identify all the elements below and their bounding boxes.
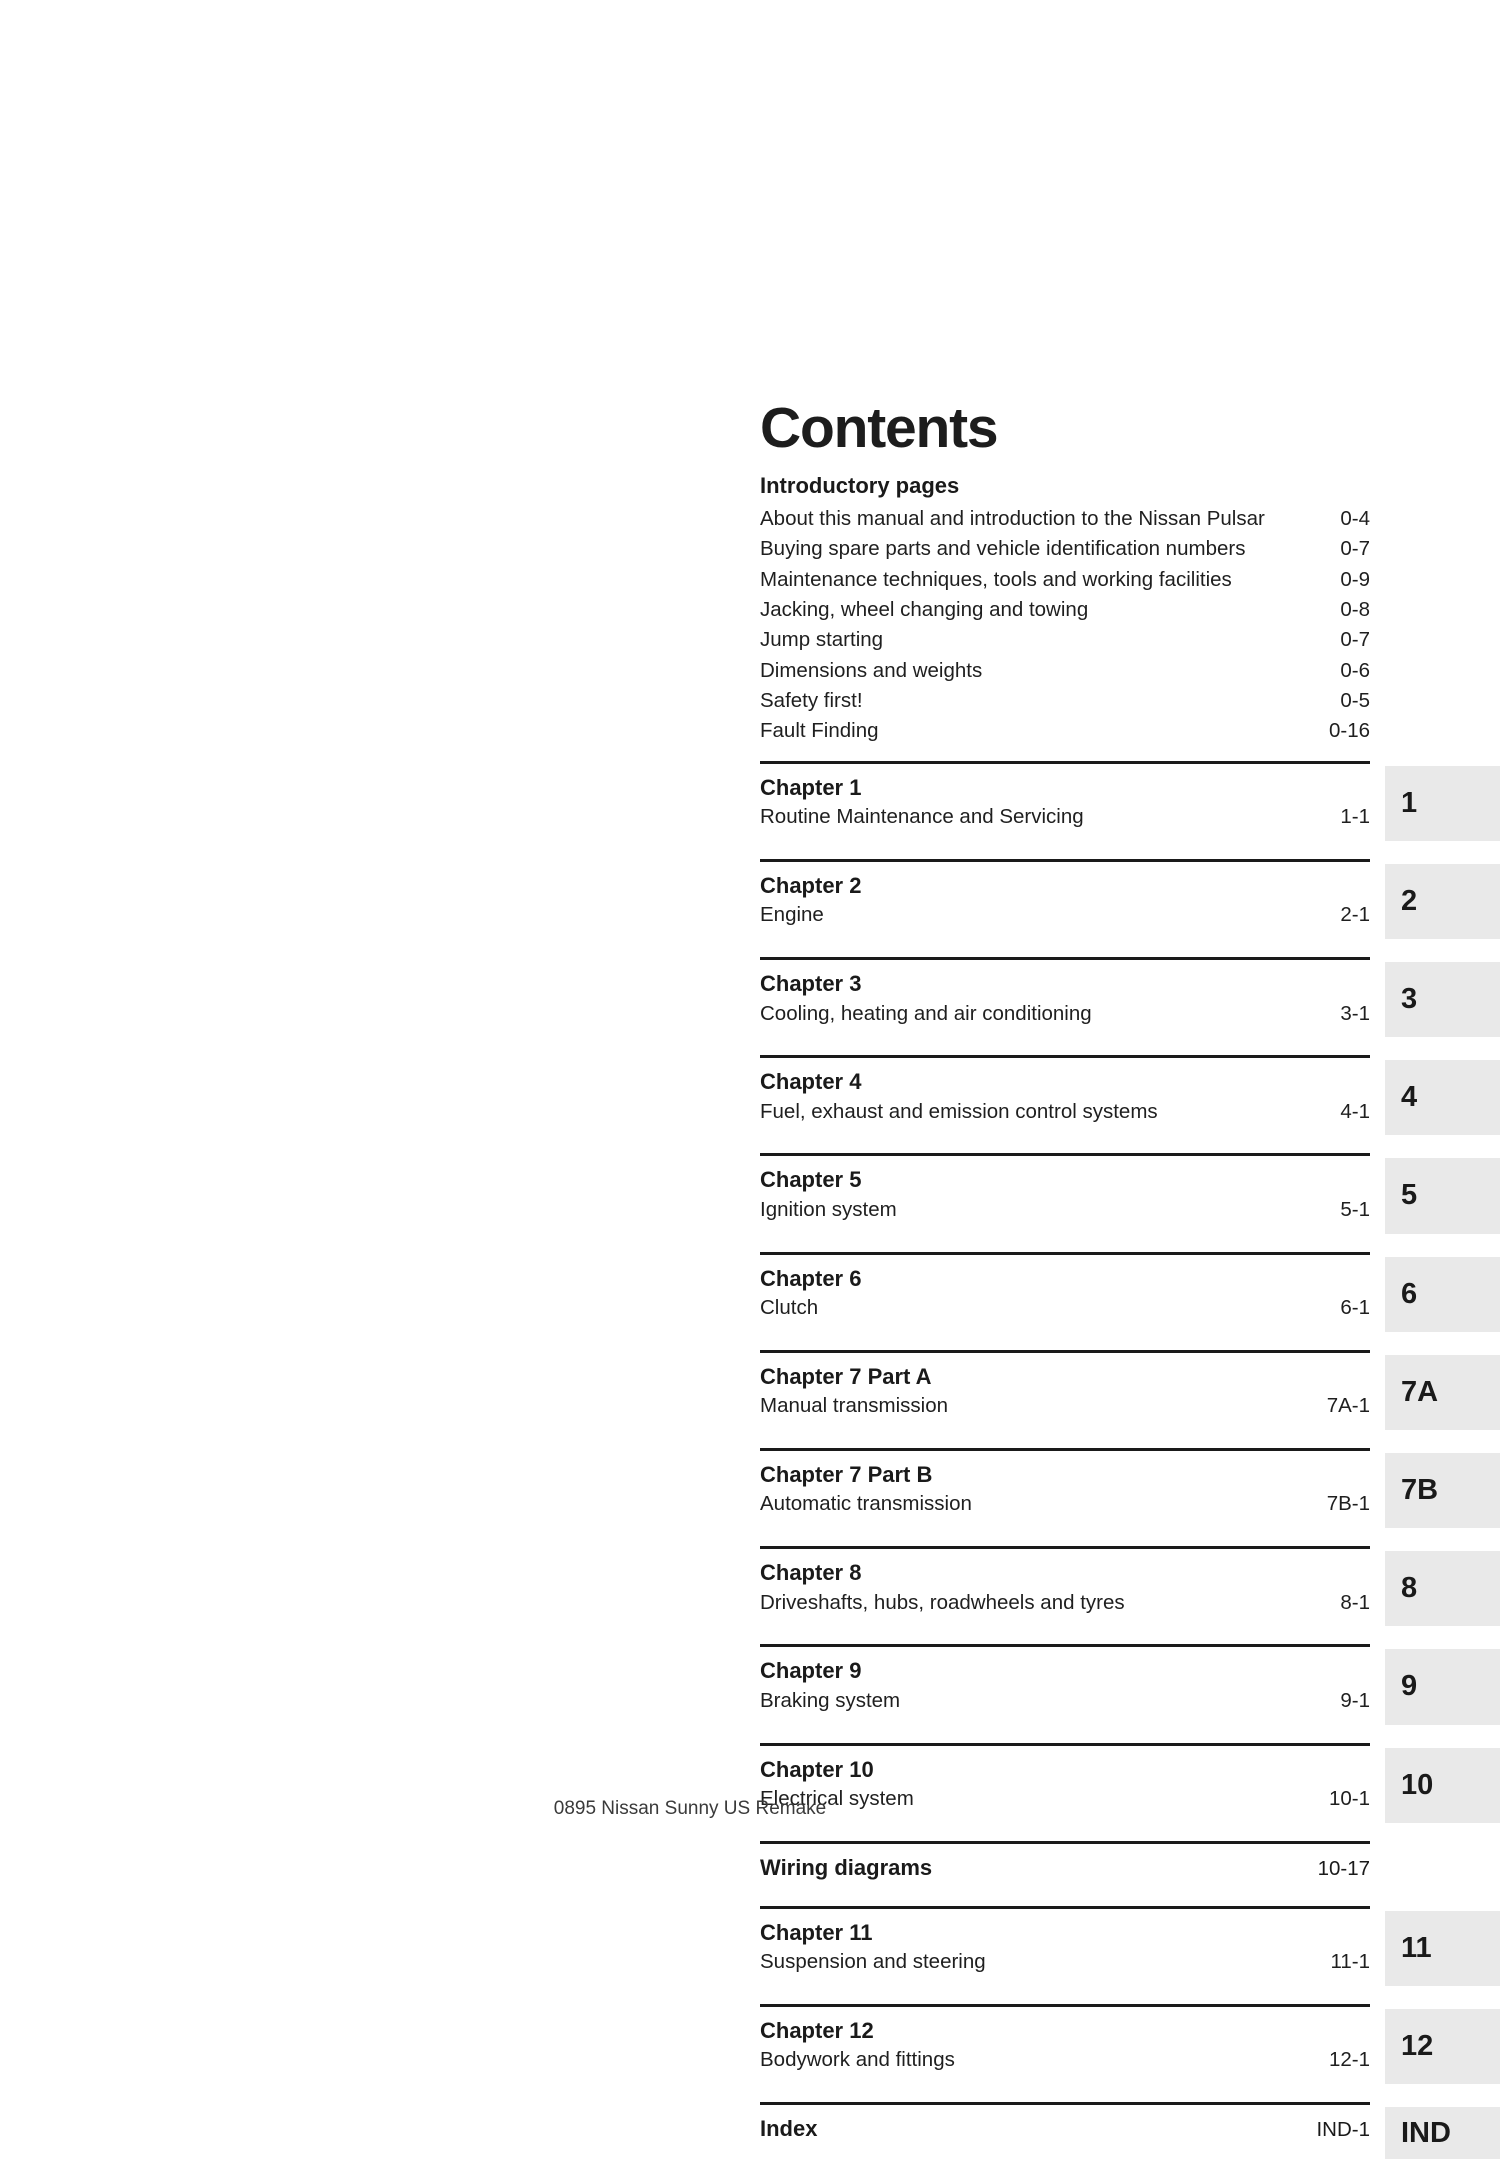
page-footer xyxy=(0,1798,1500,1820)
thumb-tab[interactable] xyxy=(1385,1911,1500,1986)
thumb-tab[interactable] xyxy=(1385,1551,1500,1626)
thumb-tab[interactable] xyxy=(1385,2009,1500,2084)
chapter-page: 10-17 xyxy=(1317,1856,1370,1880)
intro-entry[interactable] xyxy=(760,656,1370,686)
thumb-tab[interactable] xyxy=(1385,1649,1500,1724)
chapter-entry[interactable] xyxy=(760,1255,1370,1336)
chapter-entry[interactable] xyxy=(760,1909,1370,1990)
intro-entry[interactable] xyxy=(760,504,1370,534)
chapter-subtitle: Fuel, exhaust and emission control systems xyxy=(760,1099,1158,1123)
intro-entry[interactable] xyxy=(760,716,1370,746)
chapter-page: 3-1 xyxy=(1340,1001,1370,1025)
thumb-tab-label: 1 xyxy=(1401,786,1418,819)
chapter-heading: Chapter 11 xyxy=(760,1919,873,1945)
chapter-entry[interactable] xyxy=(760,1647,1370,1728)
thumb-tab-label: 11 xyxy=(1401,1931,1432,1964)
chapter-page: 12-1 xyxy=(1328,2048,1370,2072)
chapter-page: 1-1 xyxy=(1340,805,1370,829)
intro-entry-label: Jacking, wheel changing and towing xyxy=(760,597,1089,621)
thumb-tab-label: 9 xyxy=(1401,1670,1418,1703)
chapter-heading: Chapter 8 xyxy=(760,1560,862,1586)
thumb-tab[interactable] xyxy=(1385,1060,1500,1135)
chapter-subtitle: Manual transmission xyxy=(760,1394,948,1418)
chapter-heading: Chapter 4 xyxy=(760,1069,862,1095)
footer-text: 0895 Nissan Sunny US Remake xyxy=(553,1798,827,1819)
chapter-heading: Chapter 10 xyxy=(760,1756,874,1782)
introductory-pages-section xyxy=(760,473,1370,747)
thumb-tab-label: 5 xyxy=(1401,1179,1418,1212)
chapter-subtitle: Electrical system xyxy=(760,1787,914,1810)
thumb-tab[interactable] xyxy=(1385,2107,1500,2159)
intro-entry[interactable] xyxy=(760,686,1370,716)
thumb-tab[interactable] xyxy=(1385,962,1500,1037)
intro-entry-label: Jump starting xyxy=(760,628,884,652)
chapter-entry[interactable] xyxy=(760,1844,1370,1892)
intro-entry-page: 0-4 xyxy=(1340,507,1370,530)
intro-entry-label: Dimensions and weights xyxy=(760,658,983,682)
thumb-tab-label: 10 xyxy=(1401,1768,1434,1801)
chapter-page: 8-1 xyxy=(1340,1590,1370,1614)
chapter-subtitle: Driveshafts, hubs, roadwheels and tyres xyxy=(760,1590,1125,1614)
intro-entry[interactable] xyxy=(760,625,1370,655)
chapter-entry[interactable] xyxy=(760,1058,1370,1139)
chapter-page: 2-1 xyxy=(1340,903,1370,927)
thumb-tab-label: 7A xyxy=(1401,1375,1439,1408)
chapter-subtitle: Automatic transmission xyxy=(760,1492,972,1516)
thumb-tab[interactable] xyxy=(1385,864,1500,939)
chapter-heading: Wiring diagrams xyxy=(760,1854,933,1880)
thumb-tab-label: IND xyxy=(1401,2116,1451,2149)
intro-entry-page: 0-8 xyxy=(1340,597,1370,621)
thumb-tab[interactable] xyxy=(1385,1355,1500,1430)
intro-entry-page: 0-16 xyxy=(1328,719,1370,743)
chapter-subtitle: Engine xyxy=(760,903,824,927)
chapter-page: 4-1 xyxy=(1340,1099,1370,1123)
thumb-tab[interactable] xyxy=(1385,1453,1500,1528)
chapter-page: 7B-1 xyxy=(1326,1492,1370,1516)
chapter-heading: Chapter 7 Part A xyxy=(760,1363,932,1389)
intro-entry-page: 0-7 xyxy=(1340,628,1370,652)
thumb-tab[interactable] xyxy=(1385,1158,1500,1233)
chapter-subtitle: Clutch xyxy=(760,1296,819,1320)
chapter-heading: Chapter 1 xyxy=(760,774,862,800)
thumb-tab-label: 8 xyxy=(1401,1572,1418,1605)
chapter-entry[interactable] xyxy=(760,1156,1370,1237)
chapter-subtitle: Bodywork and fittings xyxy=(760,2048,955,2072)
intro-entry-label: Fault Finding xyxy=(760,719,879,743)
intro-entry-label: About this manual and introduction to the Nissan Pulsar xyxy=(760,507,1265,530)
chapter-entry[interactable] xyxy=(760,1549,1370,1630)
chapter-heading: Chapter 6 xyxy=(760,1265,862,1291)
chapter-heading: Chapter 12 xyxy=(760,2017,874,2043)
intro-entry[interactable] xyxy=(760,595,1370,625)
chapter-entry[interactable] xyxy=(760,1353,1370,1434)
chapter-list xyxy=(760,761,1370,2153)
chapter-entry[interactable] xyxy=(760,764,1370,845)
chapter-heading: Chapter 3 xyxy=(760,971,862,996)
chapter-heading: Index xyxy=(760,2116,818,2142)
introductory-pages-heading: Introductory pages xyxy=(760,473,960,498)
chapter-subtitle: Suspension and steering xyxy=(760,1950,986,1974)
thumb-tab-label: 4 xyxy=(1401,1081,1418,1114)
chapter-subtitle: Cooling, heating and air conditioning xyxy=(760,1001,1092,1025)
chapter-page: IND-1 xyxy=(1316,2118,1370,2142)
introductory-pages-list xyxy=(760,504,1370,747)
chapter-page: 6-1 xyxy=(1340,1296,1370,1320)
chapter-entry[interactable] xyxy=(760,1451,1370,1532)
chapter-entry[interactable] xyxy=(760,862,1370,943)
thumb-tab-label: 12 xyxy=(1401,2029,1434,2062)
chapter-heading: Chapter 5 xyxy=(760,1167,862,1193)
intro-entry-label: Maintenance techniques, tools and working facilities xyxy=(760,567,1232,591)
thumb-tab[interactable] xyxy=(1385,1257,1500,1332)
chapter-entry[interactable] xyxy=(760,2007,1370,2088)
chapter-heading: Chapter 9 xyxy=(760,1658,862,1684)
intro-entry-page: 0-9 xyxy=(1340,567,1370,591)
chapter-page: 11-1 xyxy=(1330,1950,1370,1974)
table-of-contents xyxy=(760,396,1451,2153)
intro-entry[interactable] xyxy=(760,534,1370,564)
chapter-heading: Chapter 2 xyxy=(760,872,862,898)
thumb-tab-label: 3 xyxy=(1401,983,1418,1016)
chapter-entry[interactable] xyxy=(760,960,1370,1041)
intro-entry-page: 0-6 xyxy=(1340,658,1370,682)
chapter-entry[interactable] xyxy=(760,2105,1370,2153)
page-title: Contents xyxy=(760,396,998,460)
chapter-subtitle: Ignition system xyxy=(760,1197,897,1221)
thumb-tab-label: 2 xyxy=(1401,884,1418,917)
intro-entry-label: Safety first! xyxy=(760,688,863,712)
intro-entry[interactable] xyxy=(760,565,1370,595)
chapter-heading: Chapter 7 Part B xyxy=(760,1461,933,1487)
chapter-subtitle: Routine Maintenance and Servicing xyxy=(760,805,1084,829)
chapter-subtitle: Braking system xyxy=(760,1688,901,1712)
intro-entry-page: 0-7 xyxy=(1340,537,1370,561)
intro-entry-label: Buying spare parts and vehicle identification numbers xyxy=(760,537,1246,561)
thumb-tab-label: 6 xyxy=(1401,1277,1418,1310)
thumb-tab-label: 7B xyxy=(1401,1474,1439,1507)
chapter-page: 10-1 xyxy=(1328,1787,1370,1810)
chapter-page: 7A-1 xyxy=(1326,1394,1370,1418)
thumb-tab[interactable] xyxy=(1385,766,1500,841)
chapter-page: 5-1 xyxy=(1340,1197,1370,1221)
intro-entry-page: 0-5 xyxy=(1340,688,1370,712)
chapter-page: 9-1 xyxy=(1340,1688,1370,1712)
